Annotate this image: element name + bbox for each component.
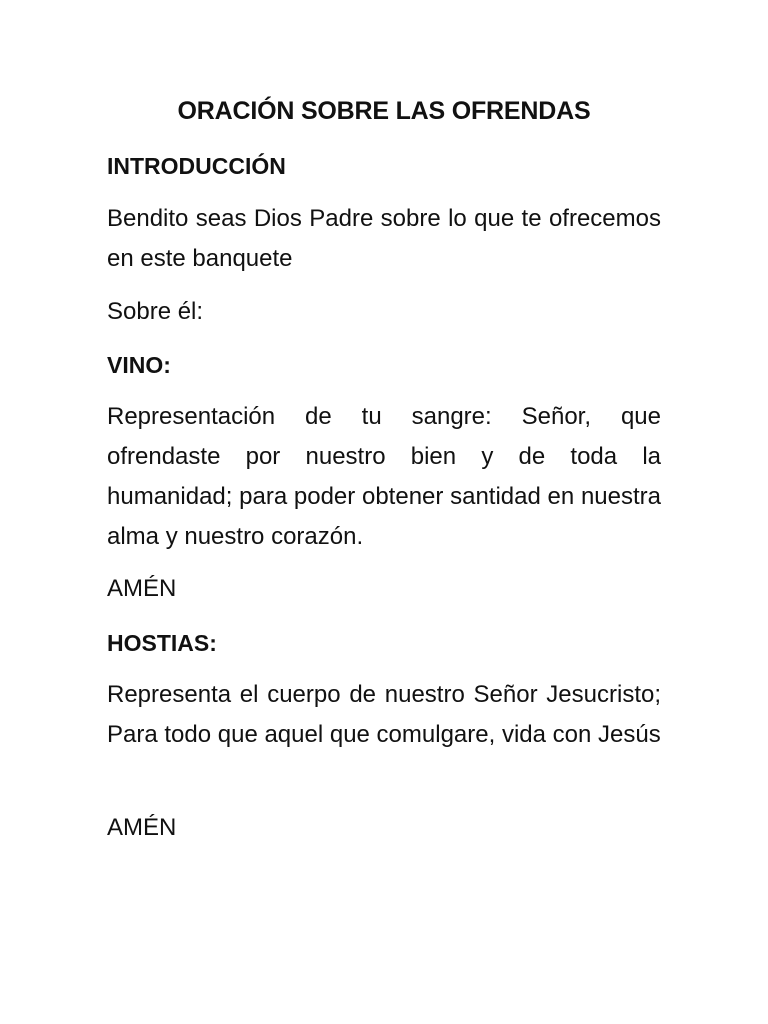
intro-heading: INTRODUCCIÓN xyxy=(107,153,286,179)
sobre-el-line: Sobre él: xyxy=(107,298,204,325)
vino-heading: VINO: xyxy=(107,352,171,378)
amen-line-1: AMÉN xyxy=(107,575,177,602)
hostias-heading: HOSTIAS: xyxy=(107,630,217,656)
intro-paragraph: Bendito seas Dios Padre sobre lo que te ofrecemos en este banquete xyxy=(107,205,661,272)
hostias-paragraph: Representa el cuerpo de nuestro Señor Jesucristo; Para todo que aquel que comulgare, vida con Jesús xyxy=(107,681,661,748)
document-title: ORACIÓN SOBRE LAS OFRENDAS xyxy=(177,97,591,125)
vino-paragraph: Representación de tu sangre: Señor, que ofrendaste por nuestro bien y de toda la humanidad; para poder obtener santidad en nuestra alma y nuestro corazón. xyxy=(107,403,661,550)
amen-line-2: AMÉN xyxy=(107,814,177,841)
